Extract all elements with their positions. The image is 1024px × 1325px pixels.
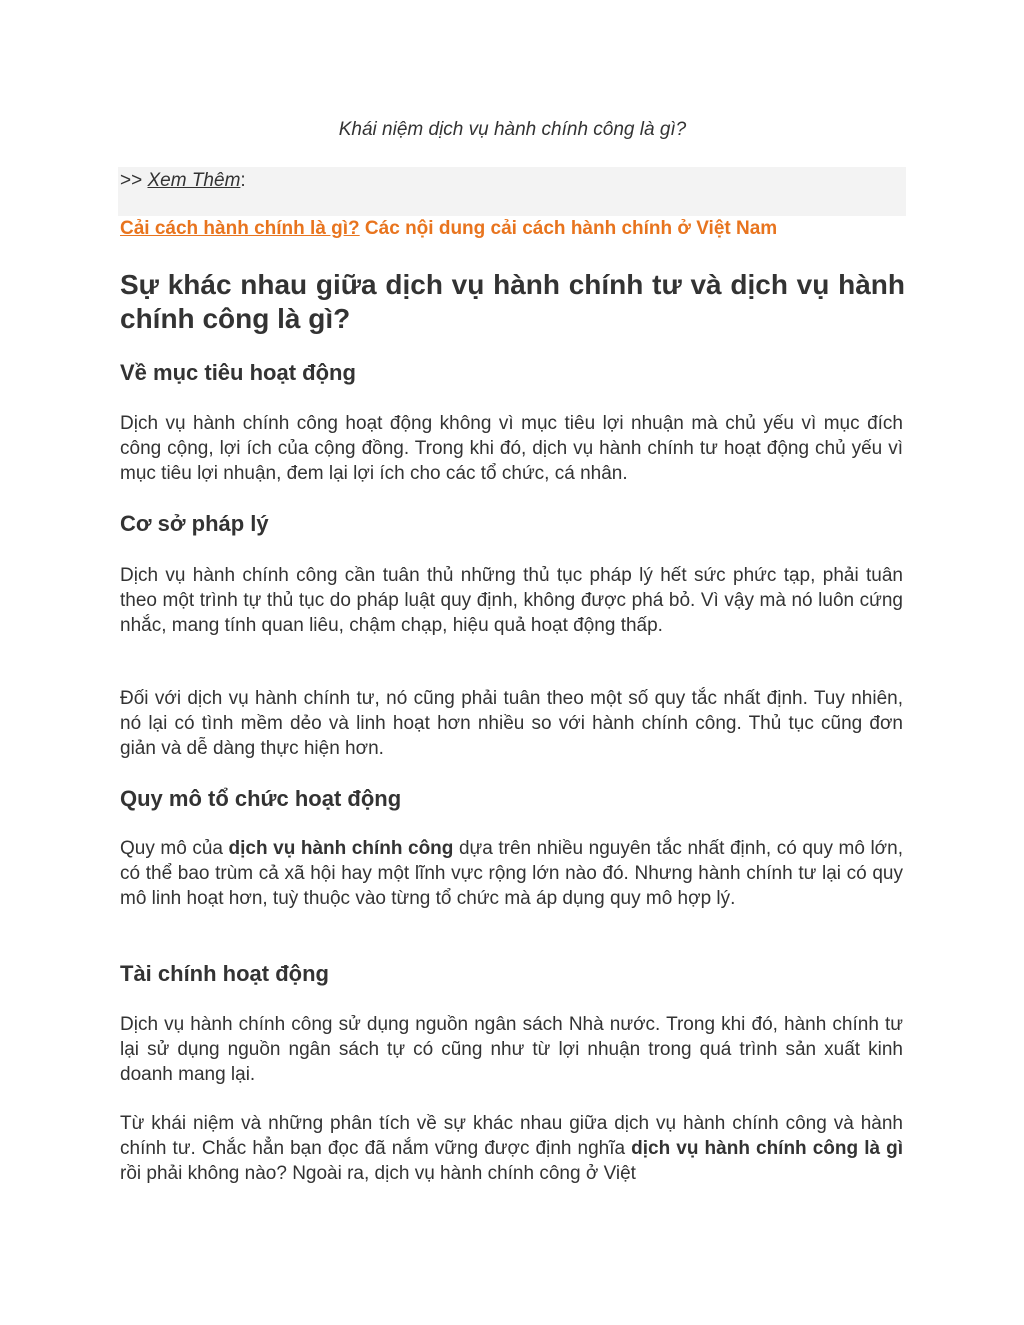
paragraph-conclusion (120, 1111, 903, 1186)
paragraph-legal-2: Đối với dịch vụ hành chính tư, nó cũng phải tuân theo một số quy tắc nhất định. Tuy nhiên, nó lại có tình mềm dẻo và linh hoạt hơn nhiều so với hành chính công. Thủ tục cũng đơn giản và dễ dàng thực hiện hơn. (120, 688, 903, 759)
image-caption: Khái niệm dịch vụ hành chính công là gì? (338, 119, 687, 140)
heading-goal: Về mục tiêu hoạt động (120, 360, 356, 385)
paragraph-scale-end: dựa trên nhiều nguyên tắc nhất định, có quy mô lớn, có thể bao trùm cả xã hội hay một lĩnh vực rộng lớn nào đó. Nhưng hành chính tư lại có quy mô linh hoạt hơn, tuỳ thuộc vào từng tổ chức mà áp dụng quy mô hợp lý. (120, 838, 903, 909)
page-title: Sự khác nhau giữa dịch vụ hành chính tư và dịch vụ hành chính công là gì? (120, 269, 905, 334)
paragraph-conclusion-end: rồi phải không nào? Ngoài ra, dịch vụ hành chính công ở Việt (120, 1163, 636, 1184)
paragraph-conclusion-bold: dịch vụ hành chính công là gì (631, 1138, 903, 1159)
related-article (120, 218, 777, 240)
paragraph-legal-1: Dịch vụ hành chính công cần tuân thủ những thủ tục pháp lý hết sức phức tạp, phải tuân theo một trình tự thủ tục do pháp luật quy định, không được phá bỏ. Vì vậy mà nó luôn cứng nhắc, mang tính quan liêu, chậm chạp, hiệu quả hoạt động thấp. (120, 565, 903, 636)
paragraph-scale (120, 836, 903, 911)
paragraph-goal: Dịch vụ hành chính công hoạt động không vì mục tiêu lợi nhuận mà chủ yếu vì mục đích công cộng, lợi ích của cộng đồng. Trong khi đó, dịch vụ hành chính tư hoạt động chủ yếu vì mục tiêu lợi nhuận, đem lại lợi ích cho các tổ chức, cá nhân. (120, 413, 903, 484)
related-article-rest: Các nội dung cải cách hành chính ở Việt Nam (359, 218, 778, 239)
see-more-suffix: : (240, 170, 246, 191)
paragraph-conclusion-start: Từ khái niệm và những phân tích về sự khác nhau giữa dịch vụ hành chính công và hành chính tư. Chắc hẳn bạn đọc đã nắm vững được định nghĩa (120, 1113, 903, 1159)
paragraph-finance: Dịch vụ hành chính công sử dụng nguồn ngân sách Nhà nước. Trong khi đó, hành chính tư lại sử dụng nguồn ngân sách tự có cũng như từ lợi nhuận trong quá trình sản xuất kinh doanh mang lại. (120, 1014, 903, 1085)
paragraph-scale-start: Quy mô của (120, 838, 229, 859)
heading-scale: Quy mô tổ chức hoạt động (120, 786, 402, 811)
see-more-line (120, 170, 246, 192)
heading-legal: Cơ sở pháp lý (120, 511, 269, 536)
see-more-link[interactable]: Xem Thêm (147, 170, 241, 191)
see-more-box (118, 167, 906, 216)
heading-finance: Tài chính hoạt động (120, 961, 329, 986)
paragraph-scale-bold: dịch vụ hành chính công (228, 838, 454, 859)
related-article-link[interactable]: Cải cách hành chính là gì? (120, 218, 360, 239)
see-more-prefix: >> (120, 170, 148, 191)
